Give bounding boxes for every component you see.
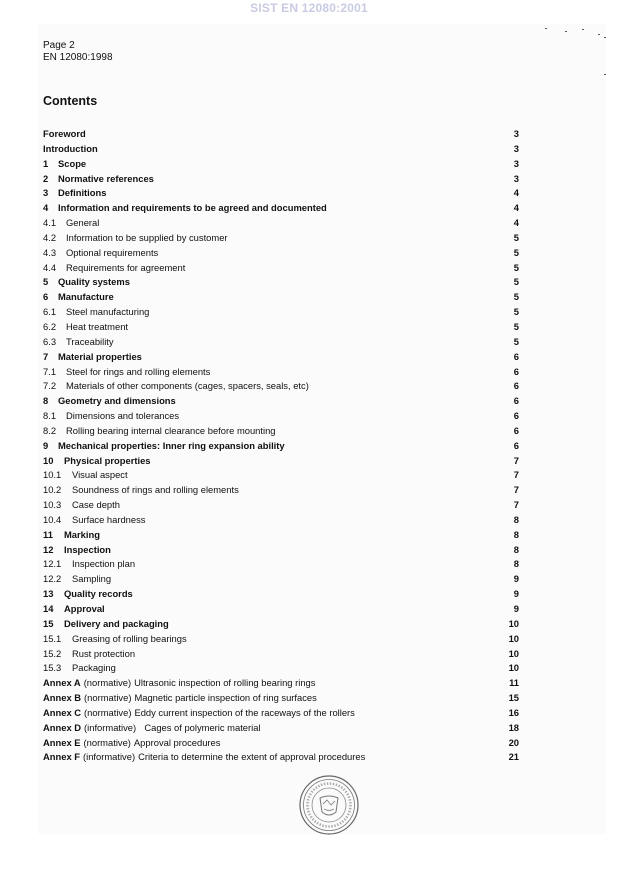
- toc-label: Sampling: [72, 573, 112, 585]
- annex-title: Criteria to determine the extent of approval procedures: [138, 751, 366, 763]
- annex-title: Ultrasonic inspection of rolling bearing rings: [134, 677, 316, 689]
- annex-type: (informative): [84, 721, 137, 733]
- toc-page-number: 7: [513, 499, 519, 511]
- toc-page-number: 6: [513, 439, 519, 451]
- toc-number: 10.1: [43, 469, 62, 481]
- toc-page-number: 4: [513, 187, 519, 199]
- toc-entry[interactable]: [43, 350, 519, 365]
- toc-label: Requirements for agreement: [66, 261, 186, 273]
- toc-label: Quality systems: [58, 276, 130, 288]
- toc-number: 7.1: [43, 365, 57, 377]
- toc-annex-entry[interactable]: [43, 736, 519, 751]
- toc-page-number: 6: [513, 424, 519, 436]
- watermark-text: SIST EN 12080:2001: [250, 1, 368, 15]
- toc-number: 4: [43, 202, 49, 214]
- toc-page-number: 5: [513, 335, 519, 347]
- toc-entry[interactable]: [43, 231, 519, 246]
- toc-entry[interactable]: [43, 305, 519, 320]
- toc-label: Information to be supplied by customer: [66, 231, 228, 243]
- toc-page-number: 3: [513, 142, 519, 154]
- toc-entry[interactable]: [43, 216, 519, 231]
- toc-label: General: [66, 217, 100, 229]
- toc-number: 4.1: [43, 217, 57, 229]
- toc-number: 15: [43, 617, 54, 629]
- toc-number: 6: [43, 291, 49, 303]
- annex-label: Annex A: [43, 677, 81, 689]
- toc-number: 4.4: [43, 261, 57, 273]
- toc-number: 15.2: [43, 647, 62, 659]
- toc-entry[interactable]: [43, 483, 519, 498]
- toc-label: Case depth: [72, 499, 120, 511]
- toc-label: Heat treatment: [66, 320, 129, 332]
- toc-label: Information and requirements to be agreed and documented: [58, 202, 327, 214]
- toc-page-number: 20: [508, 736, 519, 748]
- toc-number: 12.1: [43, 558, 62, 570]
- toc-number: 6.1: [43, 306, 57, 318]
- toc-number: 15.1: [43, 632, 62, 644]
- page-header: [43, 40, 113, 64]
- toc-page-number: 4: [513, 217, 519, 229]
- toc-page-number: 6: [513, 365, 519, 377]
- toc-entry[interactable]: [43, 335, 519, 350]
- toc-annex-entry[interactable]: [43, 676, 519, 691]
- toc-label: Traceability: [66, 335, 114, 347]
- toc-entry[interactable]: [43, 246, 519, 261]
- toc-number: 2: [43, 172, 49, 184]
- toc-entry[interactable]: [43, 261, 519, 276]
- annex-label: Annex F: [43, 751, 80, 763]
- toc-page-number: 10: [508, 662, 519, 674]
- toc-label: Foreword: [43, 128, 86, 139]
- toc-page-number: 7: [513, 454, 519, 466]
- toc-number: 9: [43, 439, 49, 451]
- toc-entry[interactable]: [43, 275, 519, 290]
- toc-annex-entry[interactable]: [43, 721, 519, 736]
- toc-page-number: 6: [513, 380, 519, 392]
- toc-number: 12: [43, 543, 54, 555]
- toc-entry[interactable]: [43, 186, 519, 201]
- toc-label: Normative references: [58, 172, 154, 184]
- toc-page-number: 5: [513, 231, 519, 243]
- page-number: Page 2: [43, 40, 75, 51]
- toc-number: 10: [43, 454, 54, 466]
- annex-title: Cages of polymeric material: [139, 721, 261, 733]
- annex-title: Eddy current inspection of the raceways of the rollers: [134, 706, 355, 718]
- toc-page-number: 5: [513, 276, 519, 288]
- toc-label: Soundness of rings and rolling elements: [72, 484, 239, 496]
- toc-page-number: 4: [513, 202, 519, 214]
- toc-page-number: 3: [513, 128, 519, 139]
- annex-type: (normative): [84, 692, 132, 704]
- toc-label: Mechanical properties: Inner ring expansion ability: [58, 439, 285, 451]
- toc-entry[interactable]: [43, 454, 519, 469]
- toc-page-number: 8: [513, 528, 519, 540]
- annex-type: (normative): [83, 736, 131, 748]
- toc-number: 10.2: [43, 484, 62, 496]
- toc-page-number: 5: [513, 320, 519, 332]
- toc-page-number: 5: [513, 306, 519, 318]
- toc-label: Delivery and packaging: [64, 617, 169, 629]
- toc-number: 3: [43, 187, 49, 199]
- toc-label: Material properties: [58, 350, 142, 362]
- toc-number: 6.3: [43, 335, 57, 347]
- toc-label: Introduction: [43, 142, 98, 154]
- toc-label: Greasing of rolling bearings: [72, 632, 187, 644]
- table-of-contents: [43, 127, 519, 765]
- toc-page-number: 15: [508, 692, 519, 704]
- annex-type: (normative): [83, 677, 132, 689]
- toc-page-number: 9: [513, 573, 519, 585]
- toc-page-number: 8: [513, 513, 519, 525]
- toc-page-number: 6: [513, 350, 519, 362]
- toc-page-number: 5: [513, 261, 519, 273]
- toc-label: Steel for rings and rolling elements: [66, 365, 211, 377]
- toc-entry[interactable]: [43, 543, 519, 558]
- toc-number: 15.3: [43, 662, 62, 674]
- annex-label: Annex E: [43, 736, 81, 748]
- toc-entry[interactable]: [43, 557, 519, 572]
- toc-label: Packaging: [72, 662, 116, 674]
- toc-page-number: 5: [513, 291, 519, 303]
- toc-page-number: 3: [513, 157, 519, 169]
- annex-title: Magnetic particle inspection of ring surfaces: [134, 692, 317, 704]
- annex-label: Annex C: [43, 706, 82, 718]
- toc-number: 5: [43, 276, 49, 288]
- standard-id: EN 12080:1998: [43, 52, 113, 63]
- toc-entry[interactable]: [43, 498, 519, 513]
- toc-label: Manufacture: [58, 291, 114, 303]
- toc-label: Rust protection: [72, 647, 136, 659]
- toc-page-number: 8: [513, 558, 519, 570]
- toc-number: 8: [43, 395, 49, 407]
- toc-label: Quality records: [64, 588, 133, 600]
- toc-entry[interactable]: [43, 127, 519, 142]
- toc-page-number: 8: [513, 543, 519, 555]
- annex-label: Annex D: [43, 721, 82, 733]
- toc-page-number: 3: [513, 172, 519, 184]
- toc-page-number: 18: [508, 721, 519, 733]
- toc-page-number: 21: [508, 751, 519, 763]
- toc-entry[interactable]: [43, 513, 519, 528]
- toc-label: Physical properties: [64, 454, 151, 466]
- toc-entry[interactable]: [43, 661, 519, 676]
- toc-entry[interactable]: [43, 379, 519, 394]
- toc-number: 13: [43, 588, 54, 600]
- toc-entry[interactable]: [43, 617, 519, 632]
- toc-page-number: 9: [513, 603, 519, 614]
- toc-label: Inspection plan: [72, 558, 136, 570]
- toc-number: 8.2: [43, 424, 57, 436]
- annex-type: (informative): [82, 751, 136, 763]
- toc-entry[interactable]: [43, 424, 519, 439]
- toc-entry[interactable]: [43, 528, 519, 543]
- toc-number: 1: [43, 157, 49, 169]
- toc-label: Surface hardness: [72, 513, 146, 525]
- toc-label: Rolling bearing internal clearance before mounting: [66, 424, 276, 436]
- toc-label: Inspection: [64, 543, 111, 555]
- toc-entry[interactable]: [43, 320, 519, 335]
- toc-entry[interactable]: [43, 468, 519, 483]
- toc-page-number: 7: [513, 484, 519, 496]
- contents-title: Contents: [43, 94, 98, 108]
- annex-label: Annex B: [43, 692, 82, 704]
- toc-page-number: 7: [513, 469, 519, 481]
- toc-annex-entry[interactable]: [43, 691, 519, 706]
- toc-number: 11: [43, 528, 53, 540]
- toc-number: 10.3: [43, 499, 62, 511]
- toc-entry[interactable]: [43, 365, 519, 380]
- toc-entry[interactable]: [43, 587, 519, 602]
- toc-number: 10.4: [43, 513, 62, 525]
- toc-page-number: 11: [509, 677, 519, 689]
- toc-page-number: 10: [508, 632, 519, 644]
- toc-number: 14: [43, 603, 54, 614]
- toc-label: Marking: [64, 528, 100, 540]
- toc-entry[interactable]: [43, 647, 519, 662]
- toc-number: 4.3: [43, 246, 57, 258]
- toc-label: Optional requirements: [66, 246, 159, 258]
- toc-annex-entry[interactable]: [43, 750, 519, 765]
- toc-entry[interactable]: [43, 394, 519, 409]
- toc-number: 12.2: [43, 573, 62, 585]
- toc-label: Steel manufacturing: [66, 306, 150, 318]
- toc-page-number: 16: [508, 706, 519, 718]
- toc-entry[interactable]: [43, 201, 519, 216]
- toc-entry[interactable]: [43, 409, 519, 424]
- toc-number: 7.2: [43, 380, 57, 392]
- annex-title: Approval procedures: [133, 736, 221, 748]
- toc-number: 6.2: [43, 320, 57, 332]
- toc-entry[interactable]: [43, 632, 519, 647]
- toc-number: 8.1: [43, 410, 57, 422]
- toc-page-number: 6: [513, 395, 519, 407]
- toc-label: Scope: [58, 157, 87, 169]
- toc-entry[interactable]: [43, 572, 519, 587]
- toc-label: Definitions: [58, 187, 107, 199]
- toc-entry[interactable]: [43, 142, 519, 157]
- toc-page-number: 10: [508, 617, 519, 629]
- annex-type: (normative): [84, 706, 132, 718]
- toc-page-number: 5: [513, 246, 519, 258]
- toc-entry[interactable]: [43, 439, 519, 454]
- toc-number: 7: [43, 350, 49, 362]
- toc-label: Geometry and dimensions: [58, 395, 176, 407]
- toc-page-number: 9: [513, 588, 519, 600]
- toc-annex-entry[interactable]: [43, 706, 519, 721]
- toc-entry[interactable]: [43, 602, 519, 617]
- toc-entry[interactable]: [43, 157, 519, 172]
- toc-label: Visual aspect: [72, 469, 128, 481]
- toc-page-number: 6: [513, 410, 519, 422]
- toc-label: Dimensions and tolerances: [66, 410, 180, 422]
- toc-number: 4.2: [43, 231, 57, 243]
- toc-entry[interactable]: [43, 172, 519, 187]
- toc-label: Materials of other components (cages, spacers, seals, etc): [66, 380, 309, 392]
- toc-page-number: 10: [508, 647, 519, 659]
- toc-label: Approval: [64, 603, 105, 614]
- toc-entry[interactable]: [43, 290, 519, 305]
- official-stamp-seal-icon: [298, 774, 360, 836]
